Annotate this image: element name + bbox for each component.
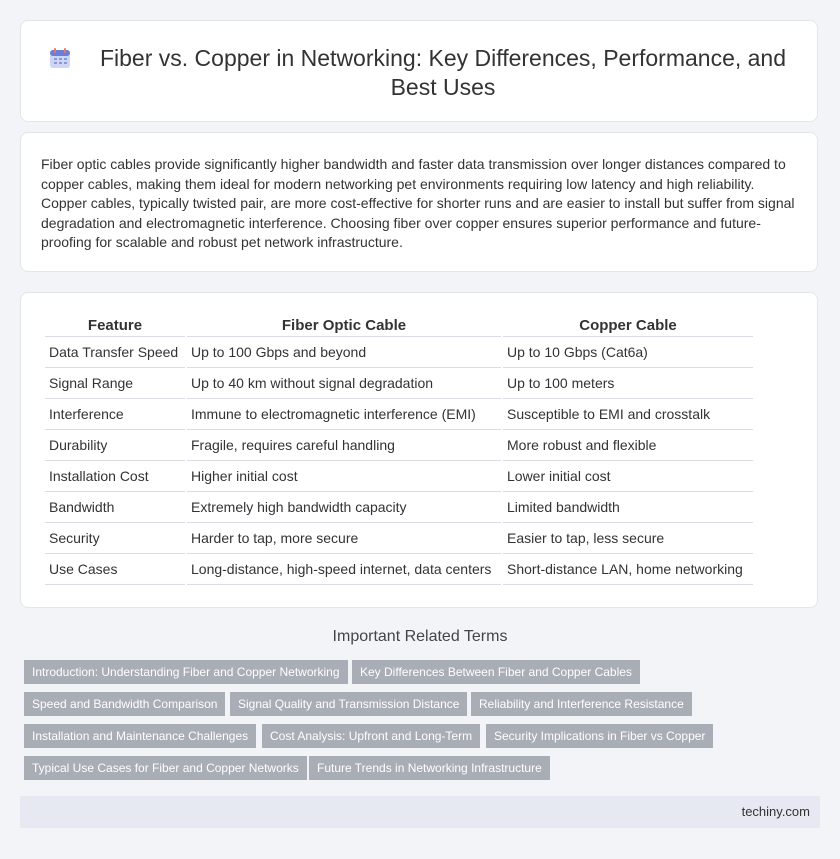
table-row: [45, 523, 753, 554]
table-cell-copper: Short-distance LAN, home networking: [503, 554, 753, 585]
table-cell-fiber: Extremely high bandwidth capacity: [187, 492, 501, 523]
related-terms-title: Important Related Terms: [332, 628, 508, 645]
related-term-tag[interactable]: Signal Quality and Transmission Distance: [230, 692, 467, 716]
comparison-table: [43, 313, 755, 585]
table-cell-copper: Susceptible to EMI and crosstalk: [503, 399, 753, 430]
table-cell-feature: Signal Range: [45, 368, 185, 399]
page-title: Fiber vs. Copper in Networking: Key Differences, Performance, and Best Uses: [99, 45, 787, 100]
table-row: [45, 492, 753, 523]
table-cell-feature: Interference: [45, 399, 185, 430]
table-cell-copper: More robust and flexible: [503, 430, 753, 461]
table-row: [45, 461, 753, 492]
table-cell-feature: Use Cases: [45, 554, 185, 585]
table-cell-feature: Data Transfer Speed: [45, 337, 185, 368]
related-term-tag[interactable]: Speed and Bandwidth Comparison: [24, 692, 225, 716]
table-row: [45, 430, 753, 461]
related-term-tag[interactable]: Key Differences Between Fiber and Copper Cables: [352, 660, 640, 684]
footer-site-link[interactable]: techiny.com: [741, 804, 810, 819]
table-cell-feature: Durability: [45, 430, 185, 461]
related-term-tag[interactable]: Introduction: Understanding Fiber and Copper Networking: [24, 660, 348, 684]
related-term-tag[interactable]: Typical Use Cases for Fiber and Copper Networks: [24, 756, 307, 780]
table-cell-fiber: Harder to tap, more secure: [187, 523, 501, 554]
related-term-tag[interactable]: Security Implications in Fiber vs Copper: [486, 724, 713, 748]
table-cell-fiber: Up to 100 Gbps and beyond: [187, 337, 501, 368]
related-term-tag[interactable]: Future Trends in Networking Infrastructure: [309, 756, 550, 780]
intro-paragraph: Fiber optic cables provide significantly higher bandwidth and faster data transmission over longer distances compared to copper cables, making them ideal for modern networking pet environments requiring low latency and high reliability. Copper cables, typically twisted pair, are more cost-effective for shorter runs and are easier to install but suffer from signal degradation and electromagnetic interference. Choosing fiber over copper ensures superior performance and future-proofing for scalable and robust pet network infrastructure.: [41, 156, 795, 251]
related-term-tag[interactable]: Reliability and Interference Resistance: [471, 692, 692, 716]
table-cell-fiber: Fragile, requires careful handling: [187, 430, 501, 461]
table-cell-feature: Installation Cost: [45, 461, 185, 492]
calendar-icon: [49, 47, 71, 69]
table-cell-copper: Limited bandwidth: [503, 492, 753, 523]
table-row: [45, 554, 753, 585]
table-row: [45, 399, 753, 430]
table-cell-copper: Lower initial cost: [503, 461, 753, 492]
table-cell-feature: Bandwidth: [45, 492, 185, 523]
table-header-row: [45, 313, 753, 337]
related-term-tag[interactable]: Installation and Maintenance Challenges: [24, 724, 256, 748]
table-cell-fiber: Long-distance, high-speed internet, data centers: [187, 554, 501, 585]
comparison-card: [20, 292, 818, 608]
table-cell-fiber: Immune to electromagnetic interference (EMI): [187, 399, 501, 430]
intro-card: [20, 132, 818, 272]
column-header-fiber: Fiber Optic Cable: [187, 313, 501, 337]
table-cell-copper: Up to 100 meters: [503, 368, 753, 399]
table-row: [45, 368, 753, 399]
column-header-feature: Feature: [45, 313, 185, 337]
table-cell-copper: Easier to tap, less secure: [503, 523, 753, 554]
table-cell-fiber: Up to 40 km without signal degradation: [187, 368, 501, 399]
table-cell-feature: Security: [45, 523, 185, 554]
table-row: [45, 337, 753, 368]
table-cell-fiber: Higher initial cost: [187, 461, 501, 492]
footer: [20, 796, 820, 828]
table-cell-copper: Up to 10 Gbps (Cat6a): [503, 337, 753, 368]
column-header-copper: Copper Cable: [503, 313, 753, 337]
related-term-tag[interactable]: Cost Analysis: Upfront and Long-Term: [262, 724, 480, 748]
title-card: [20, 20, 818, 122]
